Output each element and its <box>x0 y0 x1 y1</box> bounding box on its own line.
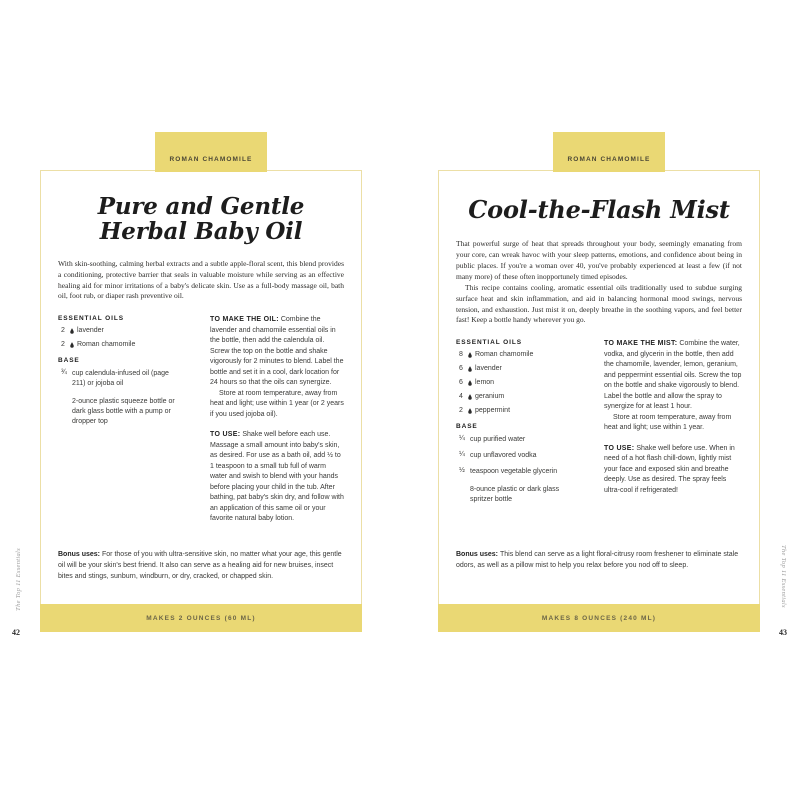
page-right <box>438 170 760 632</box>
base-row <box>459 485 604 505</box>
intro-paragraph: With skin-soothing, calming herbal extracts and a subtle apple-floral scent, this blend provides a conditioning, protective barrier that seals in valuable moisture while serving as an effective healing aid for minor irritations of a baby's delicate skin. Use as a full-body massage oil, bath oil, foot rub, or diaper rash preventive oil. <box>58 258 344 301</box>
ingredient-name: lavender <box>475 365 502 373</box>
recipe-columns-right <box>456 339 742 510</box>
base-qty <box>459 485 470 505</box>
intro-paragraph: This recipe contains cooling, aromatic essential oils traditionally used to subdue surging surface heat and skin inflammation, and aid in balancing hormonal mood swings, nervous tension, and exhaustion. Just mist it on, deeply breathe in the soothing vapors, and feel better fast! Keep a bottle handy wherever you go. <box>456 282 742 325</box>
instructions-column <box>604 339 742 510</box>
base-row <box>459 451 604 461</box>
ingredient-qty: 8 <box>459 351 463 359</box>
yield-banner-left: MAKES 2 OUNCES (60 ML) <box>40 604 362 632</box>
base-text: cup purified water <box>470 436 526 444</box>
base-text: 8-ounce plastic or dark glass spritzer bottle <box>470 485 560 503</box>
bonus-uses <box>58 549 344 583</box>
ingredient-qty: 2 <box>61 341 65 349</box>
base-qty: ½ <box>459 467 465 474</box>
drop-icon <box>468 380 472 386</box>
make-paragraph <box>604 339 742 413</box>
bonus-text: This blend can serve as a light floral-citrusy room freshener to eliminate stale odors, as well as a pillow mist to help you relax before you nod off to sleep. <box>456 551 739 570</box>
use-paragraph <box>604 444 742 497</box>
ingredient-name: lemon <box>475 379 495 387</box>
ingredient-qty: 4 <box>459 393 463 401</box>
bonus-text: For those of you with ultra-sensitive skin, no matter what your age, this gentle oil will be your skin's best friend. It also can serve as a healing aid for new bruises, insect bites and stings, sunburn, windburn, or dry, cracked, or chapped skin. <box>58 551 342 581</box>
make-paragraph <box>210 315 344 389</box>
ingredient-row <box>459 379 604 386</box>
make-text: Combine the lavender and chamomile essential oils in the bottle, then add the calendula oil. Screw the top on the bottle and shake vigorously for 2 minutes to blend. Label the bottle and set it in a cool, dark location for 24 hours so that the oils can synergize. <box>210 316 344 387</box>
base-text: cup calendula-infused oil (page 211) or jojoba oil <box>72 370 169 388</box>
intro-paragraph: That powerful surge of heat that spreads throughout your body, seemingly emanating from your core, can wreak havoc with your sleep patterns, emotions, and confidence about being in public places. If you're a woman over 40, you've probably experienced at least a few (if not many more) of these often inopportunely timed episodes. <box>456 238 742 281</box>
base-qty: ¼ <box>459 435 465 443</box>
title-line-2: Herbal Baby Oil <box>99 217 303 245</box>
base-row <box>459 435 604 445</box>
ingredients-column <box>456 339 604 510</box>
use-paragraph <box>210 430 344 525</box>
drop-icon <box>468 394 472 400</box>
ingredient-qty: 6 <box>459 379 463 387</box>
ingredient-name: Roman chamomile <box>475 351 534 359</box>
bonus-label: Bonus uses: <box>58 551 101 558</box>
recipe-title-right: Cool-the-Flash Mist <box>468 195 730 224</box>
store-paragraph: Store at room temperature, away from heat and light; use within 1 year (or 2 years if you used jojoba oil). <box>210 389 344 418</box>
use-label: TO USE: <box>210 431 241 439</box>
bonus-uses <box>456 549 742 571</box>
ingredient-row <box>459 407 604 414</box>
chapter-tab-right: ROMAN CHAMOMILE <box>553 132 665 172</box>
make-label: TO MAKE THE OIL: <box>210 316 279 324</box>
essential-oils-header: ESSENTIAL OILS <box>456 339 522 347</box>
store-paragraph: Store at room temperature, away from heat and light; use within 1 year. <box>604 413 732 432</box>
base-row <box>61 369 210 389</box>
page-left <box>40 170 362 632</box>
base-row <box>459 467 604 477</box>
ingredient-qty: 6 <box>459 365 463 373</box>
running-footer-left: The Top 11 Essentials <box>15 548 22 611</box>
ingredient-qty: 2 <box>459 407 463 415</box>
base-header: BASE <box>456 423 478 431</box>
base-text: teaspoon vegetable glycerin <box>470 468 558 475</box>
chapter-tab-left: ROMAN CHAMOMILE <box>155 132 267 172</box>
ingredient-row <box>459 351 604 358</box>
ingredients-column <box>58 315 210 525</box>
base-text: 2-ounce plastic squeeze bottle or dark glass bottle with a pump or dropper top <box>72 398 175 425</box>
ingredient-name: peppermint <box>475 407 511 415</box>
base-qty: ¼ <box>459 451 465 459</box>
drop-icon <box>468 366 472 372</box>
base-header: BASE <box>58 357 80 365</box>
ingredient-row <box>459 393 604 400</box>
base-qty: ¾ <box>61 369 67 377</box>
page-number-right: 43 <box>779 628 787 637</box>
recipe-intro-left <box>58 259 344 303</box>
ingredient-qty: 2 <box>61 327 65 335</box>
base-text: cup unflavored vodka <box>470 452 537 460</box>
recipe-columns-left <box>58 315 344 525</box>
recipe-title-left <box>58 195 344 245</box>
ingredient-name: geranium <box>475 393 505 401</box>
running-footer-right: The Top 11 Essentials <box>780 545 787 608</box>
make-text: Combine the water, vodka, and glycerin in the bottle, then add the chamomile, lavender, lemon, geranium, and peppermint essential oils. Screw the top on the bottle and shake vigorously to blend. Label the bottle and allow the spray to synergize for at least 1 hour. <box>604 340 742 411</box>
bonus-label: Bonus uses: <box>456 551 499 558</box>
use-label: TO USE: <box>604 444 635 452</box>
drop-icon <box>468 352 472 358</box>
ingredient-name: lavender <box>77 327 104 335</box>
base-qty <box>61 397 72 426</box>
instructions-column <box>210 315 344 525</box>
use-text: Shake well before use. When in need of a hot flash chill-down, lightly mist your face and exposed skin and breathe deeply. Use as desired. The spray feels ultra-cool if refrigerated! <box>604 444 735 494</box>
drop-icon <box>468 408 472 414</box>
drop-icon <box>70 328 74 334</box>
page-number-left: 42 <box>12 628 20 637</box>
essential-oils-header: ESSENTIAL OILS <box>58 315 124 323</box>
recipe-intro-right <box>456 239 742 327</box>
ingredient-name: Roman chamomile <box>77 341 136 349</box>
ingredient-row <box>459 365 604 372</box>
drop-icon <box>70 342 74 348</box>
title-line-1: Pure and Gentle <box>97 193 305 220</box>
use-text: Shake well before each use. Massage a small amount into baby's skin, as desired. For use as a bath oil, add ½ to 1 teaspoon to a small tub full of warm water and swish to blend with your hands before placing your child in the tub. After bathing, pat baby's skin dry, and follow with an application of this same oil or your favorite natural baby lotion. <box>210 431 344 523</box>
make-label: TO MAKE THE MIST: <box>604 340 678 348</box>
ingredient-row <box>61 327 210 334</box>
base-row <box>61 397 210 426</box>
ingredient-row <box>61 341 210 348</box>
yield-banner-right: MAKES 8 OUNCES (240 ML) <box>438 604 760 632</box>
